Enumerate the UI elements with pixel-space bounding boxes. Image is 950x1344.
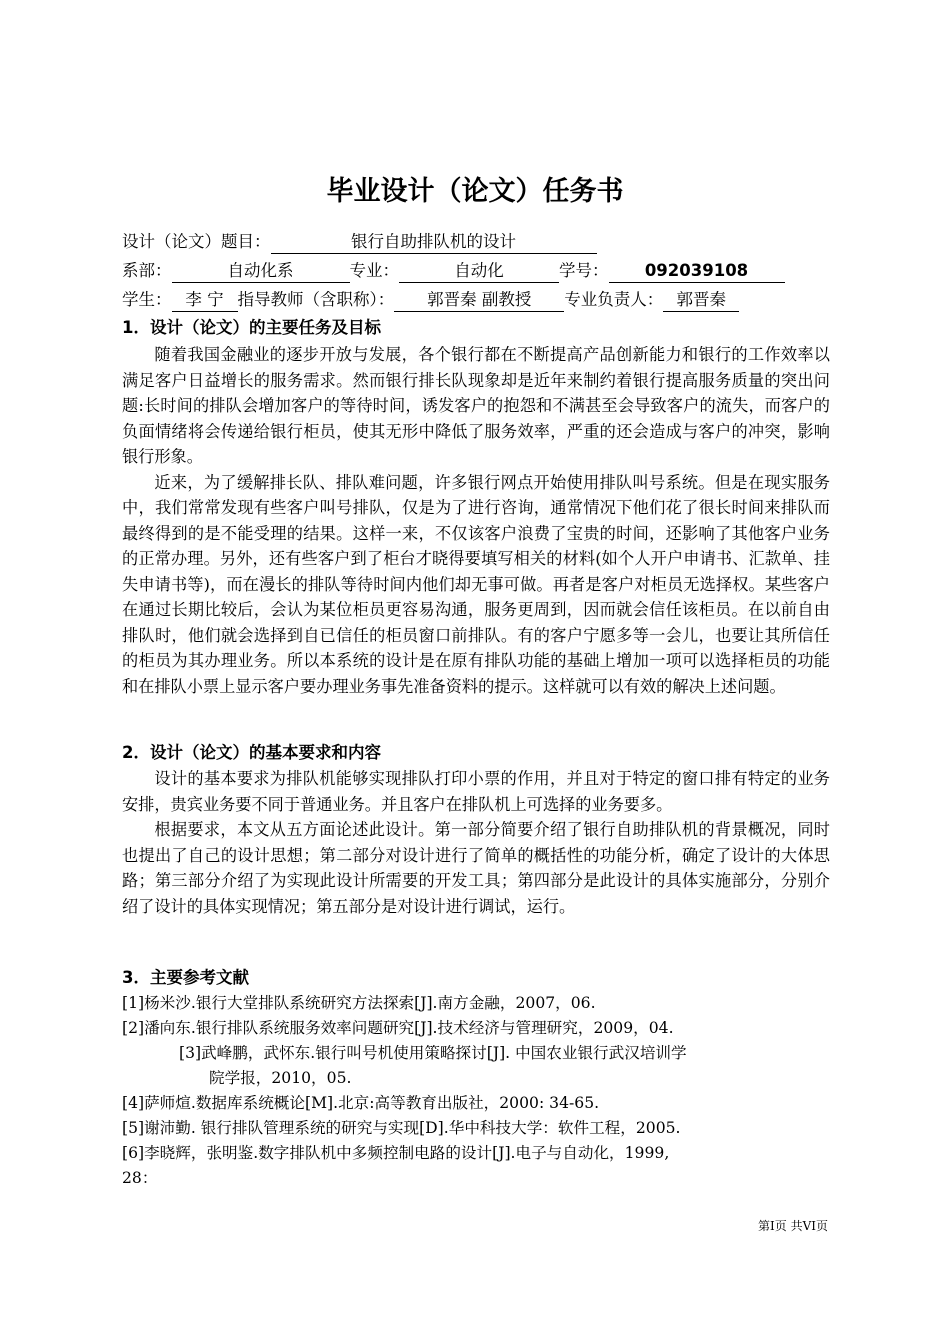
reference-item-continued: 28： bbox=[122, 1169, 158, 1187]
section1-paragraph: 近来，为了缓解排长队、排队难问题，许多银行网点开始使用排队叫号系统。但是在现实服务中，我们常常发现有些客户叫号排队，仅是为了进行咨询，通常情况下他们花了很长时间来排队而最终得到的是不能受理的结果。这样一来，不仅该客户浪费了宝贵的时间，还影响了其他客户业务的正常办理。另外，还有些客户到了柜台才晓得要填写相关的材料(如个人开户申请书、汇款单、挂失申请书等)，而在漫长的排队等待时间内他们却无事可做。再者是客户对柜员无选择权。某些客户在通过长期比较后，会认为某位柜员更容易沟通，服务更周到，因而就会信任该柜员。在以前自由排队时，他们就会选择到自已信任的柜员窗口前排队。有的客户宁愿多等一会儿，也要让其所信任的柜员为其办理业务。所以本系统的设计是在原有排队功能的基础上增加一项可以选择柜员的功能和在排队小票上显示客户要办理业务事先准备资料的提示。这样就可以有效的解决上述问题。 bbox=[122, 472, 830, 696]
page-number-footer: 第I页 共VI页 bbox=[758, 1219, 828, 1233]
reference-item: [4]萨师煊.数据库系统概论[M].北京:高等教育出版社，2000: 34-65. bbox=[122, 1094, 600, 1112]
department-line bbox=[122, 258, 832, 284]
section2-heading: 2．设计（论文）的基本要求和内容 bbox=[122, 743, 381, 762]
dept-label: 系部： bbox=[122, 261, 172, 280]
section2-paragraph: 根据要求，本文从五方面论述此设计。第一部分简要介绍了银行自助排队机的背景概况，同时也提出了自己的设计思想；第二部分对设计进行了简单的概括性的功能分析，确定了设计的大体思路；第三部分介绍了为实现此设计所需要的开发工具；第四部分是此设计的具体实施部分，分别介绍了设计的具体实现情况；第五部分是对设计进行调试，运行。 bbox=[122, 820, 830, 916]
reference-item: [6]李晓辉，张明鉴.数字排队机中多频控制电路的设计[J].电子与自动化，1999, bbox=[122, 1144, 670, 1162]
dept-value: 自动化系 bbox=[172, 260, 350, 283]
reference-item: [2]潘向东.银行排队系统服务效率问题研究[J].技术经济与管理研究，2009，04. bbox=[122, 1019, 674, 1037]
student-id-label: 学号： bbox=[559, 261, 609, 280]
topic-line bbox=[122, 229, 832, 255]
major-value: 自动化 bbox=[399, 260, 559, 283]
reference-item-continued: 院学报，2010，05. bbox=[209, 1069, 352, 1087]
advisor-name: 郭晋秦 副教授 bbox=[394, 289, 564, 312]
student-name: 李 宁 bbox=[172, 289, 238, 312]
topic-label: 设计（论文）题目： bbox=[122, 232, 271, 251]
reference-list bbox=[122, 991, 832, 1191]
reference-item: [1]杨米沙.银行大堂排队系统研究方法探索[J].南方金融，2007，06. bbox=[122, 994, 596, 1012]
section2-paragraph: 设计的基本要求为排队机能够实现排队打印小票的作用，并且对于特定的窗口排有特定的业务安排，贵宾业务要不同于普通业务。并且客户在排队机上可选择的业务要多。 bbox=[122, 769, 830, 814]
section1-heading: 1．设计（论文）的主要任务及目标 bbox=[122, 318, 381, 337]
reference-item: [5]谢沛勤. 银行排队管理系统的研究与实现[D].华中科技大学：软件工程，2005. bbox=[122, 1119, 681, 1137]
head-label: 专业负责人： bbox=[564, 290, 664, 309]
advisor-label: 指导教师（含职称）： bbox=[237, 290, 395, 309]
section2-body bbox=[122, 766, 830, 919]
section1-paragraph: 随着我国金融业的逐步开放与发展，各个银行都在不断提高产品创新能力和银行的工作效率以满足客户日益增长的服务需求。然而银行排长队现象却是近年来制约着银行提高服务质量的突出问题:长时间的排队会增加客户的等待时间，诱发客户的抱怨和不满甚至会导致客户的流失，而客户的负面情绪将会传递给银行柜员，使其无形中降低了服务效率，严重的还会造成与客户的冲突，影响银行形象。 bbox=[122, 345, 830, 466]
section1-body bbox=[122, 342, 830, 699]
people-line bbox=[122, 287, 832, 313]
head-name: 郭晋秦 bbox=[663, 289, 739, 312]
reference-item: [3]武峰鹏，武怀东.银行叫号机使用策略探讨[J]. 中国农业银行武汉培训学 bbox=[179, 1044, 687, 1062]
student-id-value: 092039108 bbox=[609, 260, 785, 283]
major-label: 专业： bbox=[349, 261, 399, 280]
document-title: 毕业设计（论文）任务书 bbox=[326, 176, 624, 207]
section3-heading: 3．主要参考文献 bbox=[122, 968, 249, 987]
topic-value: 银行自助排队机的设计 bbox=[271, 231, 597, 254]
student-label: 学生： bbox=[122, 290, 172, 309]
